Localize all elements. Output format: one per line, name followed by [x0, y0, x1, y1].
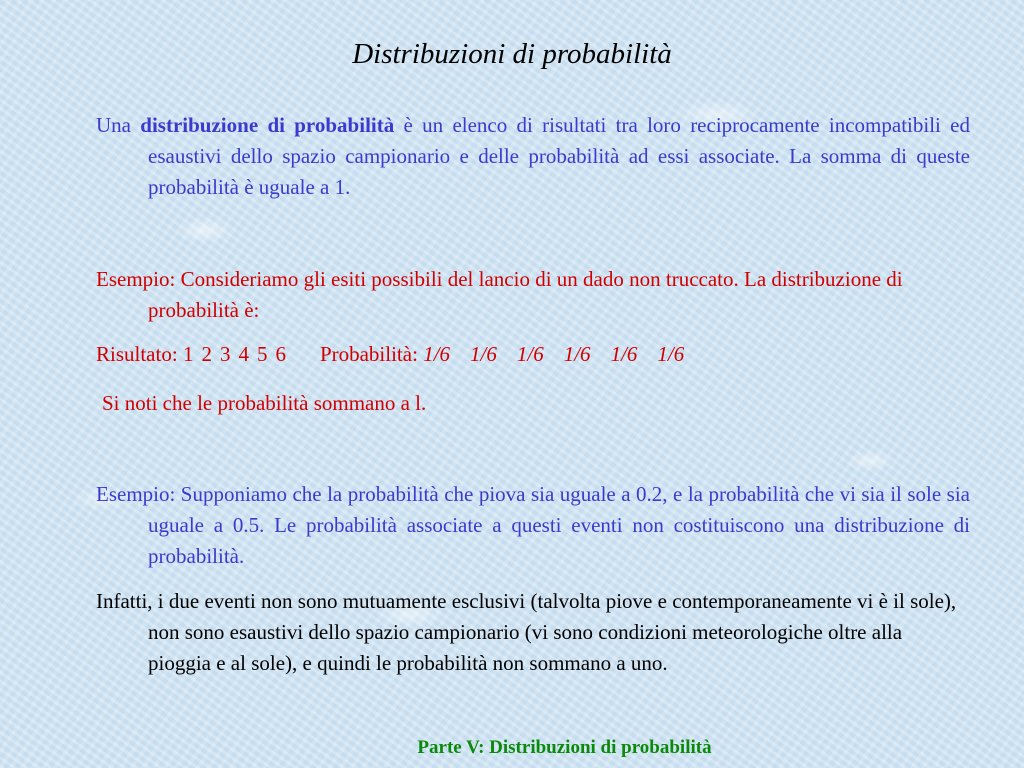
example1-intro: Esempio: Consideriamo gli esiti possibili del lancio di un dado non truccato. La distribuzione di probabilità è: [96, 267, 903, 322]
results-list [183, 342, 286, 366]
footer: Parte V: Distribuzioni di probabilità [417, 737, 712, 758]
definition-term: distribuzione di probabilità [140, 113, 395, 137]
result-value: 1 [182, 342, 194, 366]
results-label: Risultato: [96, 342, 178, 366]
example1-note: Si noti che le probabilità sommano a l. [102, 391, 427, 415]
probability-value: 1/6 [610, 342, 638, 366]
probability-value: 1/6 [470, 342, 497, 366]
definition-pre: Una [96, 113, 131, 137]
probability-value: 1/6 [563, 342, 591, 366]
definition-rest: è un elenco di risultati tra loro reciprocamente incompatibili ed esaustivi dello spazio campionario e delle probabilità ad essi associate. La somma di queste probabilità è uguale a 1. [148, 113, 970, 199]
result-value: 5 [256, 342, 268, 366]
example1-table-line [96, 339, 970, 370]
result-value: 6 [275, 342, 286, 366]
slide-title: Distribuzioni di probabilità [352, 38, 672, 70]
definition-paragraph [96, 110, 970, 203]
result-value: 3 [219, 342, 231, 366]
probability-list [423, 342, 684, 366]
probability-label: Probabilità: [319, 342, 418, 366]
result-value: 2 [201, 342, 212, 366]
probability-value: 1/6 [516, 342, 544, 366]
example2-explanation: Infatti, i due eventi non sono mutuamente esclusivi (talvolta piove e contemporaneamente vi è il sole), non sono esaustivi dello spazio campionario (vi sono condizioni meteorologiche oltre alla pioggia e al sole), e quindi le probabilità non sommano a uno. [96, 589, 957, 675]
probability-value: 1/6 [657, 342, 685, 366]
example2-intro: Esempio: Supponiamo che la probabilità che piova sia uguale a 0.2, e la probabilità che vi sia il sole sia uguale a 0.5. Le probabilità associate a questi eventi non costituiscono una distribuzione di probabilità. [96, 482, 970, 568]
result-value: 4 [238, 342, 249, 366]
probability-value: 1/6 [423, 342, 451, 366]
